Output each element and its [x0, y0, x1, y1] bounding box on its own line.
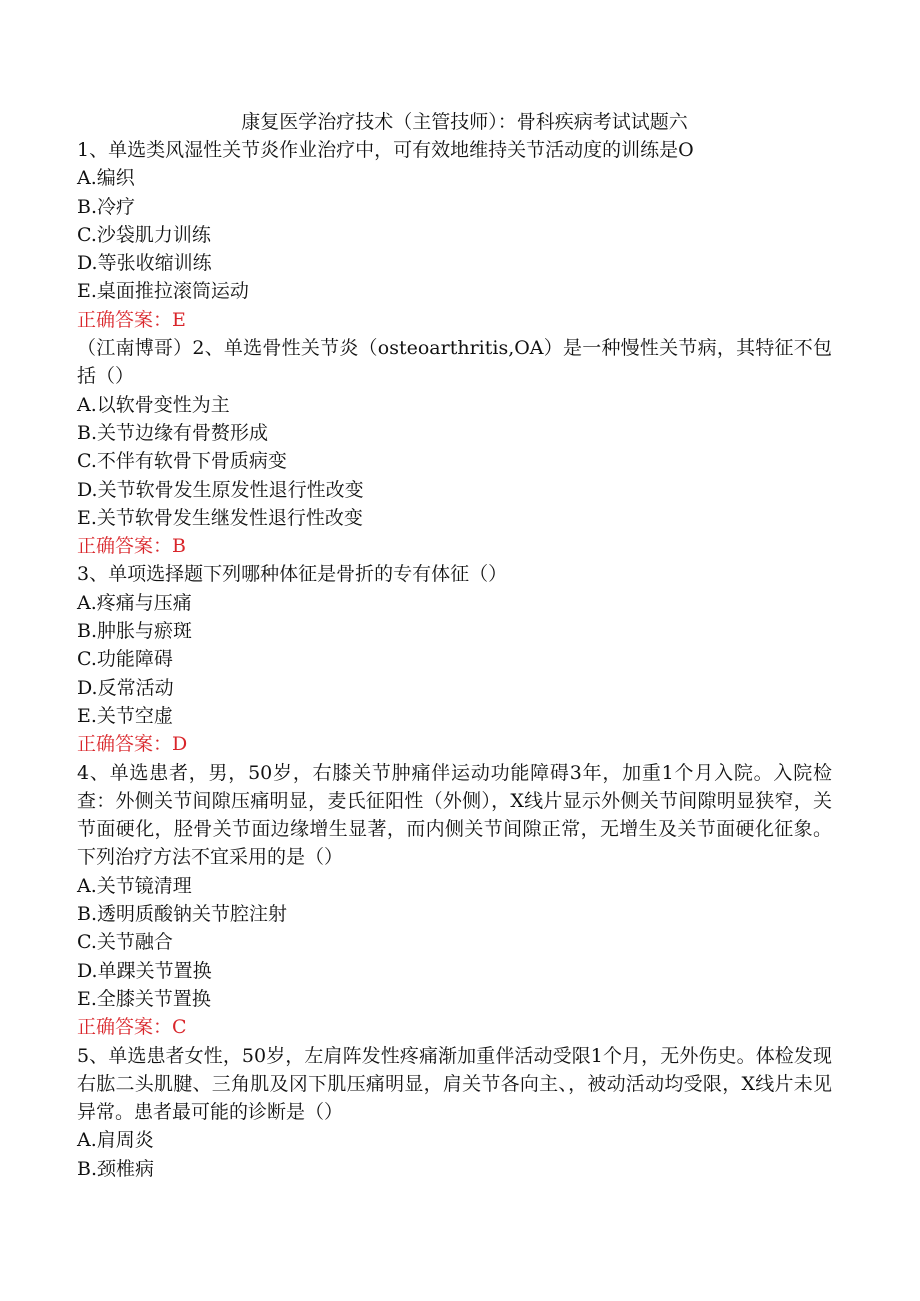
option-e: E.桌面推拉滚筒运动: [77, 280, 249, 303]
option-c: C.沙袋肌力训练: [77, 223, 211, 246]
option-a: A.以软骨变性为主: [77, 393, 230, 416]
option-list: [77, 589, 832, 730]
option-c: C.关节融合: [77, 931, 173, 954]
question-text: 4、单选患者，男，50岁，右膝关节肿痛伴运动功能障碍3年，加重1个月入院。入院检查：外侧关节间隙压痛明显，麦氏征阳性（外侧），X线片显示外侧关节间隙明显狭窄，关节面硬化，胫骨关节面边缘增生显著，而内侧关节间隙正常，无增生及关节面硬化征象。下列治疗方法不宜采用的是（）: [77, 761, 832, 869]
option-list: [77, 164, 832, 305]
option-c: C.功能障碍: [77, 648, 173, 671]
question-1: [77, 136, 832, 334]
option-b: B.颈椎病: [77, 1157, 155, 1180]
question-text: 1、单选类风湿性关节炎作业治疗中，可有效地维持关节活动度的训练是O: [77, 139, 694, 161]
option-d: D.单踝关节置换: [77, 959, 212, 982]
option-list: [77, 872, 832, 1013]
option-b: B.关节边缘有骨赘形成: [77, 421, 269, 444]
question-4: [77, 759, 832, 1042]
option-e: E.全膝关节置换: [77, 987, 211, 1010]
correct-answer: 正确答案：E: [77, 308, 186, 331]
question-3: [77, 560, 832, 758]
option-list: [77, 1126, 832, 1183]
option-list: [77, 391, 832, 532]
option-a: A.关节镜清理: [77, 874, 192, 897]
option-b: B.冷疗: [77, 195, 136, 218]
option-b: B.肿胀与瘀斑: [77, 620, 193, 643]
question-text: 5、单选患者女性，50岁，左肩阵发性疼痛渐加重伴活动受限1个月，无外伤史。体检发现右肱二头肌腱、三角肌及冈下肌压痛明显，肩关节各向主、，被动活动均受限，X线片未见异常。患者最可能的诊断是（）: [77, 1044, 832, 1124]
option-a: A.肩周炎: [77, 1129, 154, 1152]
option-d: D.反常活动: [77, 676, 174, 699]
option-c: C.不伴有软骨下骨质病变: [77, 450, 287, 473]
option-a: A.编织: [77, 167, 135, 190]
option-e: E.关节空虚: [77, 704, 173, 727]
option-d: D.等张收缩训练: [77, 252, 212, 275]
question-text: 3、单项选择题下列哪种体征是骨折的专有体征（）: [77, 563, 508, 586]
option-a: A.疼痛与压痛: [77, 591, 192, 614]
correct-answer: 正确答案：D: [77, 733, 188, 756]
option-b: B.透明质酸钠关节腔注射: [77, 903, 288, 926]
option-d: D.关节软骨发生原发性退行性改变: [77, 478, 364, 501]
document-title: 康复医学治疗技术（主管技师）：骨科疾病考试试题六: [241, 111, 688, 133]
correct-answer: 正确答案：B: [77, 535, 186, 558]
question-2: [77, 334, 832, 560]
question-text: （江南博哥）2、单选骨性关节炎（osteoarthritis,OA）是一种慢性关节病，其特征不包括（）: [77, 337, 832, 388]
correct-answer: 正确答案：C: [77, 1016, 187, 1039]
option-e: E.关节软骨发生继发性退行性改变: [77, 506, 363, 529]
question-5: [77, 1042, 832, 1183]
